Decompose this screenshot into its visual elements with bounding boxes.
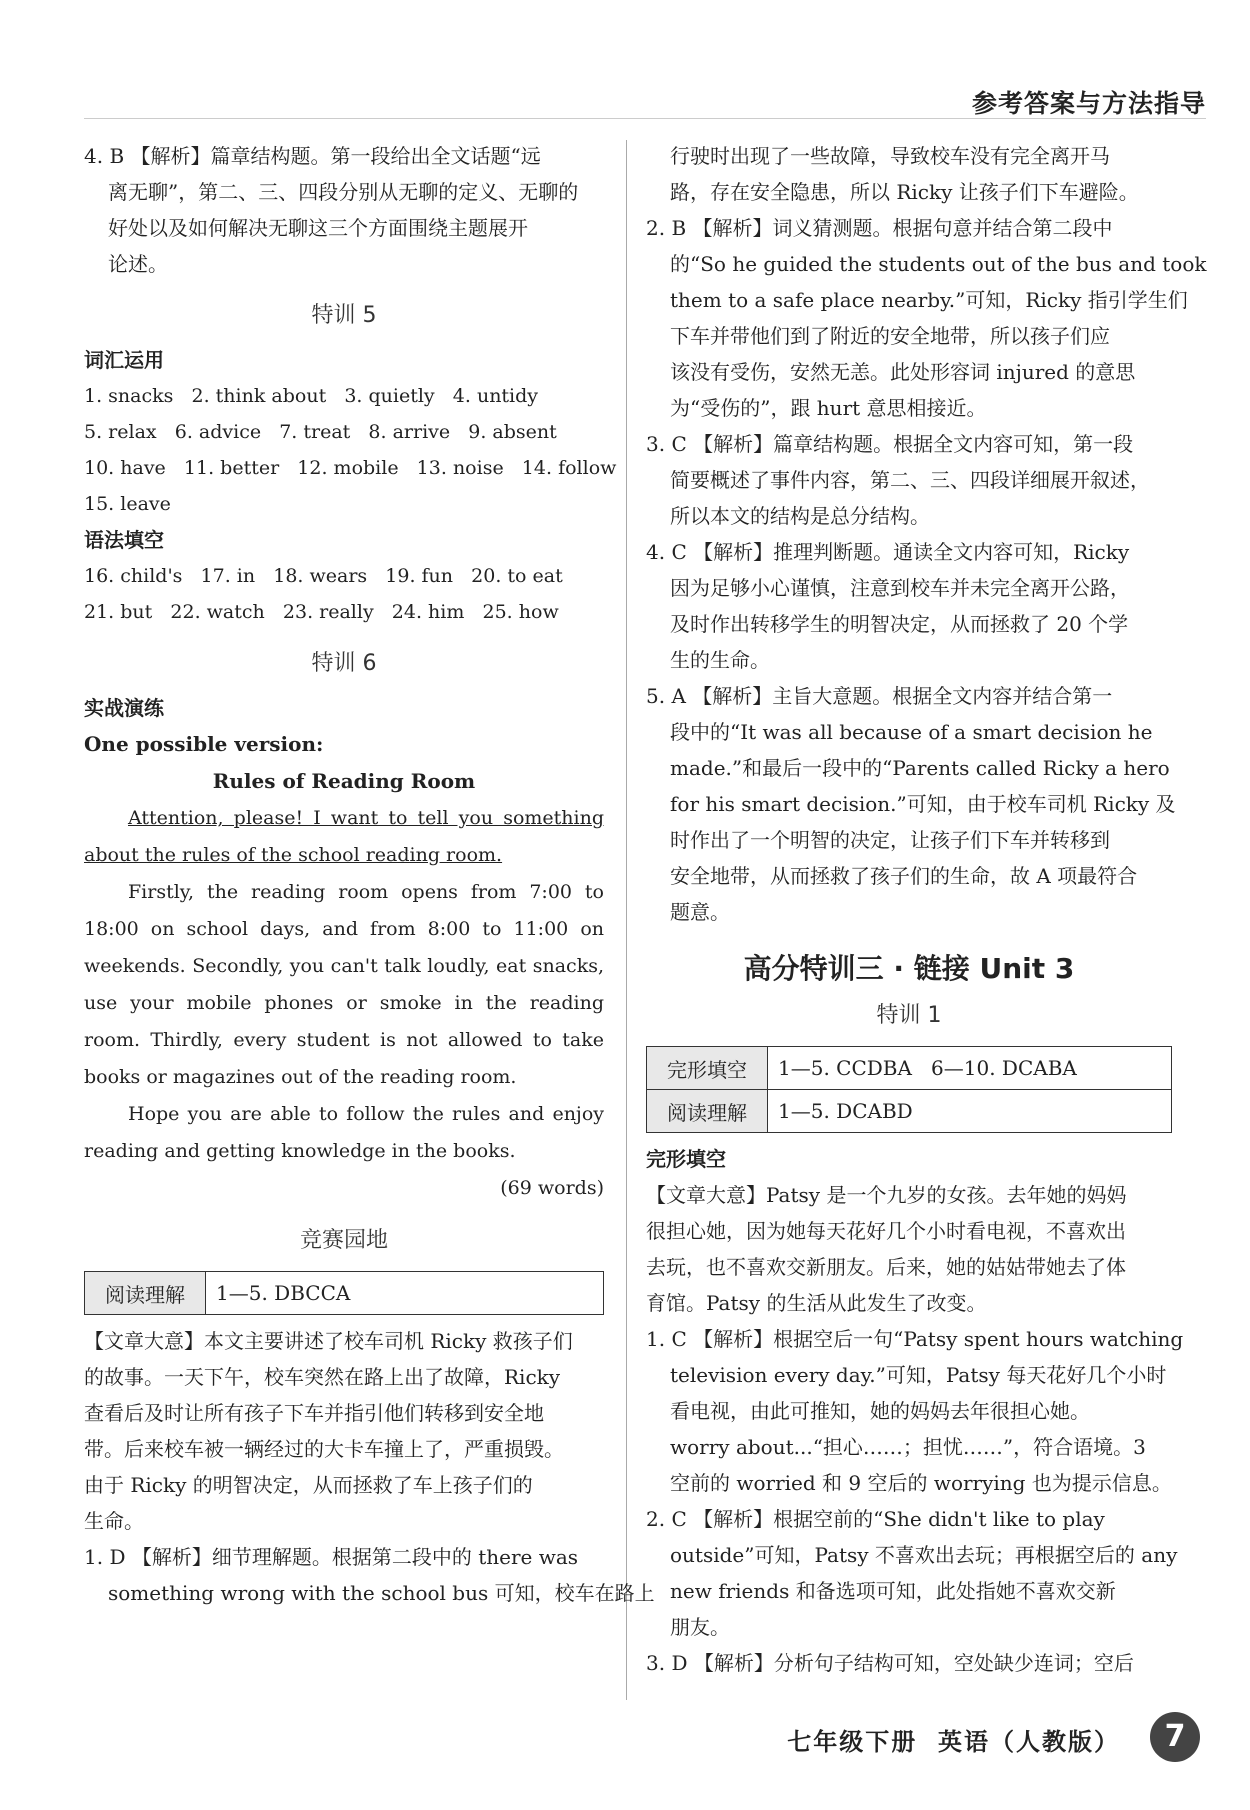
text-line: 路，存在安全隐患，所以 Ricky 让孩子们下车避险。 bbox=[670, 180, 1139, 204]
text-line: made.”和最后一段中的“Parents called Ricky a hero bbox=[670, 756, 1170, 780]
section-title-tx6: 特训 6 bbox=[311, 651, 377, 676]
section-title-contest: 竞赛园地 bbox=[299, 1228, 388, 1253]
text-line: 该没有受伤，安然无恙。此处形容词 injured 的意思 bbox=[670, 360, 1136, 384]
text-line: 1. C 【解析】根据空后一句“Patsy spent hours watching bbox=[646, 1327, 1184, 1351]
footer-title: 七年级下册 英语（人教版） bbox=[787, 1727, 1120, 1756]
text-line: 查看后及时让所有孩子下车并指引他们转移到安全地 bbox=[84, 1401, 544, 1425]
text-line: 由于 Ricky 的明智决定，从而拯救了车上孩子们的 bbox=[84, 1473, 533, 1497]
essay-paragraph: Firstly, the reading room opens from 7:00 to 18:00 on school days, and from 8:00 to 11:00 on weekends. Secondly, you can't talk loudly, eat snacks, use your mobile phones or smoke in the reading room. Thirdly, every student is not allowed to take books or magazines out of the reading room. bbox=[84, 881, 604, 1088]
table-answer: 1—5. CCDBA 6—10. DCABA bbox=[768, 1047, 1172, 1090]
text-line: 生命。 bbox=[84, 1509, 144, 1533]
table-answer: 1—5. DCABD bbox=[768, 1090, 1172, 1133]
unit3-answer-table bbox=[646, 1046, 1172, 1133]
table-answer: 1—5. DBCCA bbox=[206, 1272, 604, 1315]
word-count: (69 words) bbox=[500, 1177, 604, 1199]
text-line: 段中的“It was all because of a smart decision he bbox=[670, 720, 1153, 744]
unit-title: 高分特训三 · 链接 Unit 3 bbox=[743, 952, 1075, 985]
text-line: 论述。 bbox=[108, 252, 168, 276]
practice-heading: 实战演练 bbox=[84, 696, 164, 720]
vocab-row: 1. snacks 2. think about 3. quietly 4. untidy bbox=[84, 385, 539, 407]
essay-paragraph: Hope you are able to follow the rules and enjoy reading and getting knowledge in the books. bbox=[84, 1103, 604, 1162]
vocab-row: 5. relax 6. advice 7. treat 8. arrive 9. absent bbox=[84, 421, 557, 443]
text-line: something wrong with the school bus 可知，校车在路上 bbox=[108, 1581, 655, 1605]
contest-answer-table bbox=[84, 1271, 604, 1315]
text-line: 空前的 worried 和 9 空后的 worrying 也为提示信息。 bbox=[670, 1471, 1172, 1495]
text-line: 所以本文的结构是总分结构。 bbox=[670, 504, 930, 528]
text-line: 朋友。 bbox=[670, 1615, 730, 1639]
text-line: 安全地带，从而拯救了孩子们的生命，故 A 项最符合 bbox=[670, 864, 1138, 888]
text-line: 及时作出转移学生的明智决定，从而拯救了 20 个学 bbox=[670, 612, 1129, 636]
left-column bbox=[84, 138, 655, 1611]
text-line: 2. C 【解析】根据空前的“She didn't like to play bbox=[646, 1507, 1105, 1531]
table-row bbox=[85, 1272, 604, 1315]
cloze-heading: 完形填空 bbox=[646, 1147, 726, 1171]
text-line: 【文章大意】本文主要讲述了校车司机 Ricky 救孩子们 bbox=[84, 1329, 573, 1353]
text-line: 2. B 【解析】词义猜测题。根据句意并结合第二段中 bbox=[646, 216, 1113, 240]
text-line: 的故事。一天下午，校车突然在路上出了故障，Ricky bbox=[84, 1365, 561, 1389]
text-line: 好处以及如何解决无聊这三个方面围绕主题展开 bbox=[108, 216, 528, 240]
text-line: 1. D 【解析】细节理解题。根据第二段中的 there was bbox=[84, 1545, 579, 1569]
grammar-row: 21. but 22. watch 23. really 24. him 25. how bbox=[84, 601, 559, 623]
right-q3 bbox=[646, 426, 1172, 534]
text-line: 带。后来校车被一辆经过的大卡车撞上了，严重损毁。 bbox=[84, 1437, 564, 1461]
header-rule bbox=[84, 118, 1206, 119]
right-q5 bbox=[646, 678, 1176, 930]
contest-summary bbox=[84, 1323, 604, 1539]
text-line: 因为足够小心谨慎，注意到校车并未完全离开公路， bbox=[670, 576, 1130, 600]
text-line: 简要概述了事件内容，第二、三、四段详细展开叙述， bbox=[670, 468, 1150, 492]
essay-paragraph: Attention, please! I want to tell you something about the rules of the school reading room. bbox=[84, 807, 604, 866]
column-divider bbox=[626, 140, 627, 1700]
text-line: them to a safe place nearby.”可知，Ricky 指引学生们 bbox=[670, 288, 1188, 312]
table-row bbox=[647, 1047, 1172, 1090]
text-line: 离无聊”，第二、三、四段分别从无聊的定义、无聊的 bbox=[108, 180, 579, 204]
text-line: 很担心她，因为她每天花好几个小时看电视，不喜欢出 bbox=[646, 1219, 1126, 1243]
grammar-row: 16. child's 17. in 18. wears 19. fun 20. to eat bbox=[84, 565, 563, 587]
text-line: 为“受伤的”，跟 hurt 意思相接近。 bbox=[670, 396, 987, 420]
text-line: 3. D 【解析】分析句子结构可知，空处缺少连词；空后 bbox=[646, 1651, 1134, 1675]
cloze-q2 bbox=[646, 1501, 1178, 1645]
vocab-heading: 词汇运用 bbox=[84, 348, 164, 372]
text-line: 去玩，也不喜欢交新朋友。后来，她的姑姑带她去了体 bbox=[646, 1255, 1126, 1279]
text-line: worry about...“担心……；担忧……”，符合语境。3 bbox=[670, 1435, 1146, 1459]
right-column bbox=[646, 138, 1207, 1681]
text-line: 看电视，由此可推知，她的妈妈去年很担心她。 bbox=[670, 1399, 1090, 1423]
text-line: for his smart decision.”可知，由于校车司机 Ricky 及 bbox=[670, 792, 1176, 816]
text-line: 育馆。Patsy 的生活从此发生了改变。 bbox=[646, 1291, 987, 1315]
section-title-tx1: 特训 1 bbox=[876, 1003, 942, 1028]
text-line: 5. A 【解析】主旨大意题。根据全文内容并结合第一 bbox=[646, 684, 1113, 708]
version-label: One possible version: bbox=[84, 732, 324, 756]
left-q4 bbox=[84, 138, 604, 282]
text-line: 3. C 【解析】篇章结构题。根据全文内容可知，第一段 bbox=[646, 432, 1134, 456]
text-line: 生的生命。 bbox=[670, 648, 770, 672]
table-label: 阅读理解 bbox=[85, 1272, 206, 1315]
text-line: outside”可知，Patsy 不喜欢出去玩；再根据空后的 any bbox=[670, 1543, 1178, 1567]
section-title-tx5: 特训 5 bbox=[311, 303, 377, 328]
right-top bbox=[646, 138, 1172, 210]
cloze-q1 bbox=[646, 1321, 1184, 1501]
right-q4 bbox=[646, 534, 1172, 678]
text-line: new friends 和备选项可知，此处指她不喜欢交新 bbox=[670, 1579, 1116, 1603]
text-line: 4. B 【解析】篇章结构题。第一段给出全文话题“远 bbox=[84, 144, 541, 168]
essay-title: Rules of Reading Room bbox=[212, 769, 476, 793]
cloze-summary bbox=[646, 1177, 1172, 1321]
vocab-row: 10. have 11. better 12. mobile 13. noise 14. follow bbox=[84, 457, 617, 479]
left-q1 bbox=[84, 1539, 655, 1611]
header-title: 参考答案与方法指导 bbox=[971, 89, 1206, 118]
vocab-row: 15. leave bbox=[84, 493, 171, 515]
text-line: 【文章大意】Patsy 是一个九岁的女孩。去年她的妈妈 bbox=[646, 1183, 1127, 1207]
text-line: 4. C 【解析】推理判断题。通读全文内容可知，Ricky bbox=[646, 540, 1130, 564]
text-line: television every day.”可知，Patsy 每天花好几个小时 bbox=[670, 1363, 1167, 1387]
text-line: 时作出了一个明智的决定，让孩子们下车并转移到 bbox=[670, 828, 1110, 852]
table-label: 阅读理解 bbox=[647, 1090, 768, 1133]
cloze-q3 bbox=[646, 1645, 1172, 1681]
page-number: 7 bbox=[1150, 1712, 1200, 1762]
text-line: 的“So he guided the students out of the bus and took bbox=[670, 252, 1207, 276]
grammar-heading: 语法填空 bbox=[84, 528, 164, 552]
text-line: 题意。 bbox=[670, 900, 730, 924]
table-row bbox=[647, 1090, 1172, 1133]
table-label: 完形填空 bbox=[647, 1047, 768, 1090]
text-line: 行驶时出现了一些故障，导致校车没有完全离开马 bbox=[670, 144, 1110, 168]
right-q2 bbox=[646, 210, 1207, 426]
text-line: 下车并带他们到了附近的安全地带，所以孩子们应 bbox=[670, 324, 1110, 348]
